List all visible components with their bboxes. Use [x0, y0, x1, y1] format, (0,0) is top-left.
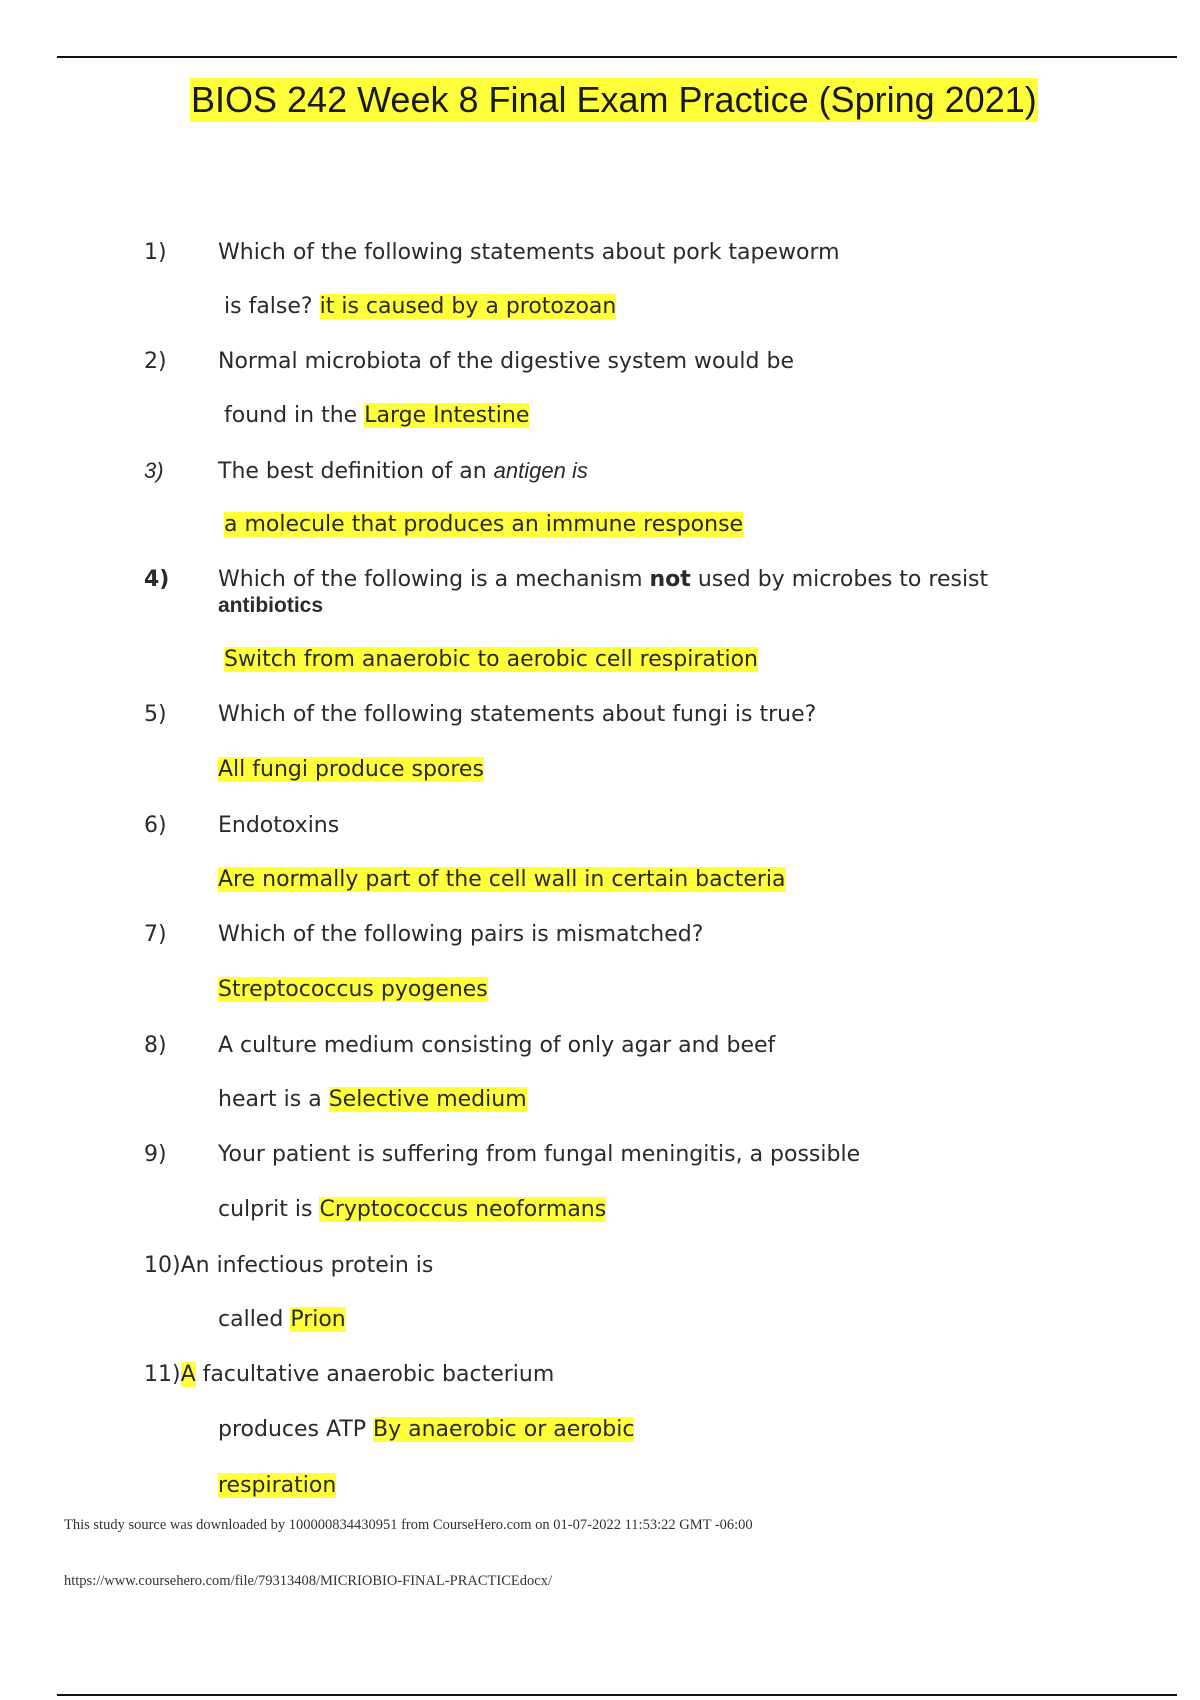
question-11-answer-line2: [218, 1471, 336, 1501]
question-10-text-line: [144, 1251, 433, 1281]
question-11-highlight-a: A: [180, 1362, 196, 1387]
question-8-text: A culture medium consisting of only agar and beef: [218, 1033, 776, 1058]
question-7-number: 7): [144, 922, 167, 947]
question-4-text-b: used by microbes to resist: [697, 567, 989, 592]
question-8-answer: Selective medium: [328, 1087, 527, 1112]
question-1-answer: it is caused by a protozoan: [319, 294, 617, 319]
question-4-answer: Switch from anaerobic to aerobic cell respiration: [224, 647, 758, 672]
question-11-text-cont: produces ATP: [218, 1417, 367, 1442]
question-1-text-cont: is false?: [224, 294, 313, 319]
question-9-text-cont: culprit is: [218, 1197, 313, 1222]
question-8-answer-line: [218, 1085, 527, 1115]
question-7-answer-line: [218, 975, 488, 1005]
question-3-answer-line: [224, 510, 743, 540]
question-5-text: Which of the following statements about fungi is true?: [218, 702, 817, 727]
question-9-answer-line: [218, 1195, 606, 1225]
question-4-text-line2: antibiotics: [218, 594, 324, 617]
question-2-number: 2): [144, 349, 167, 374]
question-10-answer: Prion: [290, 1307, 346, 1332]
question-1-number: 1): [144, 240, 167, 265]
question-4-text-line: [218, 565, 988, 595]
question-4-answer-line: [224, 645, 758, 675]
top-rule: [57, 56, 1177, 58]
question-10-text-cont: called: [218, 1307, 284, 1332]
question-5-answer-line: [218, 755, 484, 785]
source-url: https://www.coursehero.com/file/79313408/MICRIOBIO-FINAL-PRACTICEdocx/: [64, 1573, 552, 1589]
question-1-text: Which of the following statements about pork tapeworm: [218, 240, 840, 265]
question-5-answer: All fungi produce spores: [218, 757, 484, 782]
question-8-text-cont: heart is a: [218, 1087, 322, 1112]
question-7-text: Which of the following pairs is mismatched?: [218, 922, 704, 947]
question-6-answer-line: [218, 865, 786, 895]
question-2-text: Normal microbiota of the digestive system would be: [218, 349, 795, 374]
question-6-answer: Are normally part of the cell wall in certain bacteria: [218, 867, 786, 892]
question-3-text: The best definition of an: [218, 459, 487, 484]
question-3-italic: antigen is: [493, 458, 588, 483]
question-2-text-cont: found in the: [224, 403, 358, 428]
question-4-bold: not: [649, 567, 691, 592]
question-9-text: Your patient is suffering from fungal meningitis, a possible: [218, 1142, 861, 1167]
question-4-number: 4): [144, 567, 170, 592]
question-2-answer-line: [224, 401, 529, 431]
question-11-answer: By anaerobic or aerobic: [373, 1417, 635, 1442]
bottom-rule: [57, 1694, 1177, 1696]
question-2-answer: Large Intestine: [364, 403, 530, 428]
question-3-answer: a molecule that produces an immune response: [224, 512, 744, 537]
question-11-answer-line: [218, 1415, 634, 1445]
question-3-text-line: [218, 456, 588, 487]
page-title: BIOS 242 Week 8 Final Exam Practice (Spring 2021): [191, 79, 1037, 120]
question-11-text-line: [144, 1360, 554, 1390]
question-7-answer: Streptococcus pyogenes: [218, 977, 488, 1002]
question-9-number: 9): [144, 1142, 167, 1167]
download-notice: This study source was downloaded by 100000834430951 from CourseHero.com on 01-07-2022 11:53:22 GMT -06:00: [64, 1517, 753, 1533]
question-11-answer-cont: respiration: [218, 1473, 337, 1498]
question-5-number: 5): [144, 702, 167, 727]
question-11-text: facultative anaerobic bacterium: [202, 1362, 555, 1387]
question-8-number: 8): [144, 1033, 167, 1058]
question-10-number: 10): [144, 1253, 181, 1278]
question-6-number: 6): [144, 813, 167, 838]
question-3-number: 3): [144, 458, 164, 483]
question-10-answer-line: [218, 1305, 346, 1335]
question-11-number: 11): [144, 1362, 181, 1387]
question-6-text: Endotoxins: [218, 813, 340, 838]
question-1-answer-line: [224, 292, 616, 322]
question-4-text-a: Which of the following is a mechanism: [218, 567, 643, 592]
question-9-answer: Cryptococcus neoformans: [319, 1197, 607, 1222]
question-10-text: An infectious protein is: [180, 1253, 434, 1278]
